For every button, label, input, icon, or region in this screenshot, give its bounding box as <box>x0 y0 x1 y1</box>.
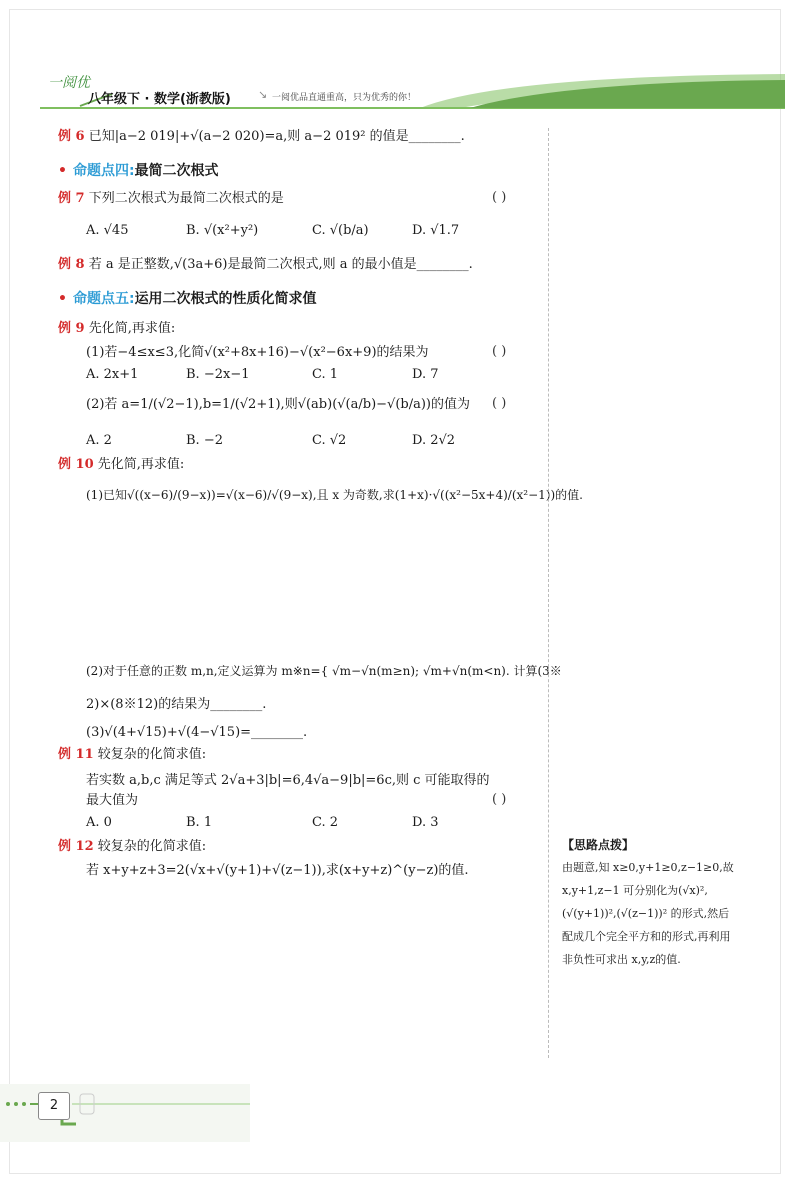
example-text: 较复杂的化简求值: <box>97 839 207 854</box>
question-text: (2)对于任意的正数 m,n,定义运算为 m※n={ √m−√n(m≥n); √m+√n(m<n). 计算(3※ <box>86 664 562 678</box>
example-10 <box>58 456 184 474</box>
option: A. √45 <box>86 223 129 238</box>
question-text: 若实数 a,b,c 满足等式 2√a+3|b|=6,4√a−9|b|=6c,则 c 可能取得的 <box>86 773 490 788</box>
question-text: 若 x+y+z+3=2(√x+√(y+1)+√(z−1)),求(x+y+z)^(y−z)的值. <box>86 863 469 878</box>
header-title: 八年级下 · 数学(浙教版) <box>88 92 231 107</box>
option: D. 2√2 <box>412 433 456 448</box>
option: A. 2 <box>86 433 112 448</box>
option: A. 0 <box>86 815 112 830</box>
arrow-icon: ↘ <box>258 88 268 101</box>
example-text: 已知|a−2 019|+√(a−2 020)=a,则 a−2 019² 的值是________. <box>88 129 465 144</box>
section-heading-5: • 命题点五:运用二次根式的性质化简求值 <box>58 291 317 307</box>
question-text: 2)×(8※12)的结果为________. <box>86 697 267 712</box>
column-divider <box>548 128 549 1058</box>
section-tag: 命题点四: <box>72 163 135 179</box>
option: C. √(b/a) <box>312 223 369 238</box>
brand-logo: 一阅优 <box>48 75 90 91</box>
example-text: 较复杂的化简求值: <box>97 747 207 762</box>
option: D. 7 <box>412 367 439 382</box>
section-heading-4: • 命题点四:最简二次根式 <box>58 163 219 179</box>
example-text: 若 a 是正整数,√(3a+6)是最简二次根式,则 a 的最小值是________. <box>88 257 473 272</box>
option: A. 2x+1 <box>86 367 139 382</box>
question-text: (1)已知√((x−6)/(9−x))=√(x−6)/√(9−x),且 x 为奇数,求(1+x)·√((x²−5x+4)/(x²−1))的值. <box>86 488 583 502</box>
answer-paren: ( ) <box>492 344 507 359</box>
example-label: 例 11 <box>58 747 94 762</box>
question-text: 最大值为 <box>86 793 139 808</box>
page-number: 2 <box>38 1092 70 1120</box>
question-text: (1)若−4≤x≤3,化简√(x²+8x+16)−√(x²−6x+9)的结果为 <box>86 345 429 360</box>
option: C. √2 <box>312 433 347 448</box>
section-title: 运用二次根式的性质化简求值 <box>134 291 317 307</box>
example-text: 先化简,再求值: <box>97 457 185 472</box>
answer-paren: ( ) <box>492 396 507 411</box>
option: C. 2 <box>312 815 339 830</box>
hint-body: 由题意,知 x≥0,y+1≥0,z−1≥0,故 x,y+1,z−1 可分别化为(√x)²,(√(y+1))²,(√(z−1))² 的形式,然后配成几个完全平方和的形式,再利用非负性可求出 x,y,z的值. <box>562 861 734 966</box>
example-label: 例 10 <box>58 457 94 472</box>
option: B. √(x²+y²) <box>186 223 259 238</box>
example-8 <box>58 256 473 274</box>
option: B. −2x−1 <box>186 367 250 382</box>
answer-paren: ( ) <box>492 792 507 807</box>
question-text: (2)若 a=1/(√2−1),b=1/(√2+1),则√(ab)(√(a/b)−√(b/a))的值为 <box>86 397 470 412</box>
answer-paren: ( ) <box>492 190 507 205</box>
example-11 <box>58 746 206 764</box>
option: B. 1 <box>186 815 213 830</box>
example-label: 例 6 <box>58 129 85 144</box>
option: C. 1 <box>312 367 339 382</box>
hint-title: 【思路点拨】 <box>562 838 635 852</box>
example-text: 先化简,再求值: <box>88 321 176 336</box>
option: D. 3 <box>412 815 439 830</box>
example-label: 例 12 <box>58 839 94 854</box>
example-7 <box>58 190 284 208</box>
example-text: 下列二次根式为最简二次根式的是 <box>88 191 284 206</box>
example-label: 例 9 <box>58 321 85 336</box>
example-12 <box>58 838 206 856</box>
section-title: 最简二次根式 <box>134 163 219 179</box>
page-sheet <box>10 10 780 1173</box>
option: B. −2 <box>186 433 223 448</box>
section-tag: 命题点五: <box>72 291 135 307</box>
question-text: (3)√(4+√15)+√(4−√15)=________. <box>86 725 308 740</box>
example-9 <box>58 320 175 338</box>
example-label: 例 8 <box>58 257 85 272</box>
example-6 <box>58 128 465 146</box>
example-label: 例 7 <box>58 191 85 206</box>
header-slogan: 一阅优品直通重高，只为优秀的你！ <box>272 93 417 103</box>
option: D. √1.7 <box>412 223 460 238</box>
